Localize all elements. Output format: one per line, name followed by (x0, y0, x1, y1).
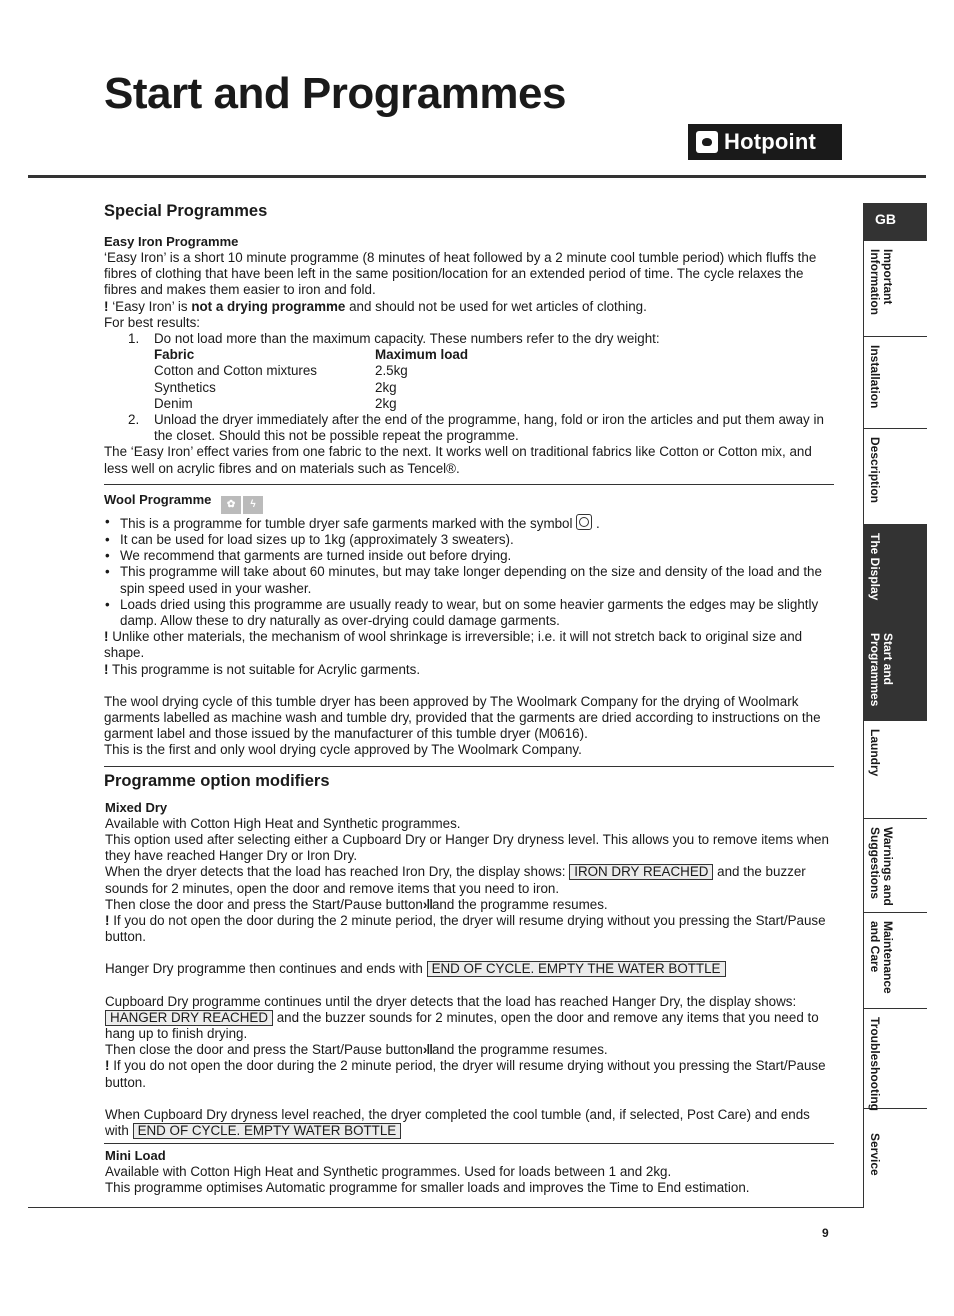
list-item (104, 331, 834, 347)
tab-label: Description (868, 437, 882, 504)
tab-label: Warnings and Suggestions (868, 827, 895, 906)
easy-iron-steps (104, 331, 834, 347)
list-item (104, 412, 834, 444)
mini-load-line: This programme optimises Automatic programme for smaller loads and improves the Time to End estimation. (105, 1180, 750, 1196)
exclamation-icon: ! (105, 912, 110, 928)
main-content (104, 200, 834, 1197)
warning-text: ‘Easy Iron’ is (108, 298, 192, 314)
warning-text: and should not be used for wet articles of clothing. (345, 298, 647, 314)
tab-troubleshooting[interactable] (864, 1009, 927, 1109)
exclamation-icon: ! (104, 629, 109, 645)
section-sidebar (863, 203, 927, 1208)
display-message: END OF CYCLE. EMPTY THE WATER BOTTLE (427, 961, 726, 977)
easy-iron-warning (104, 299, 834, 315)
tumble-dry-symbol-icon (576, 514, 592, 530)
paragraph-text: When Cupboard Dry dryness level reached, the dryer completed the cool tumble (and, if selected, Post Care) and ends with (105, 1106, 810, 1138)
mixed-dry-availability: Available with Cotton High Heat and Synthetic programmes. (105, 815, 461, 831)
warning-text: If you do not open the door during the 2 minute period, the dryer will resume drying without you pressing the Start/Pause button. (105, 912, 826, 945)
paragraph-text: Then close the door and press the Start/Pause button (105, 1042, 423, 1058)
paragraph-text: and the buzzer sounds for 2 minutes, open the door and remove any items that you need to hang up to finish drying. (105, 1009, 819, 1041)
mixed-dry-warning (105, 913, 834, 945)
table-header: Fabric (154, 347, 195, 363)
start-pause-icon: ›ǁ (422, 1042, 432, 1058)
table-cell: Synthetics (154, 379, 216, 395)
paragraph-text: Cupboard Dry programme continues until the dryer detects that the load has reached Hanger Dry, the display shows: (105, 993, 797, 1009)
start-pause-icon: ›ǁ (422, 896, 432, 912)
dryer-icon: ϟ (243, 496, 263, 514)
display-message: END OF CYCLE. EMPTY WATER BOTTLE (133, 1123, 402, 1139)
list-item: • This programme will take about 60 minutes, but may take longer depending on the size and density of the load and the spin speed used in your washer. (104, 564, 834, 596)
tab-installation[interactable] (864, 337, 927, 429)
tab-label: Troubleshooting (868, 1017, 882, 1111)
tab-laundry[interactable] (864, 721, 927, 819)
table-cell: Denim (154, 395, 193, 411)
paragraph-text: When the dryer detects that the load has reached Iron Dry, the display shows: (105, 864, 566, 880)
mini-load-title: Mini Load (105, 1148, 166, 1164)
list-item: • Loads dried using this programme are usually ready to wear, but on some heavier garments the edges may be slightly damp. Allow these to dry naturally as over-drying could damage garments. (104, 597, 834, 629)
list-item (104, 514, 834, 532)
table-header: Maximum load (375, 347, 469, 363)
warning-text: This programme is not suitable for Acrylic garments. (108, 661, 421, 677)
header-rule (28, 175, 926, 178)
easy-iron-steps (104, 412, 834, 444)
tab-label: Start and Programmes (868, 633, 895, 707)
logo-text: Hotpoint (724, 129, 817, 154)
easy-iron-outro: The ‘Easy Iron’ effect varies from one fabric to the next. It works well on traditional fabrics like Cotton or Cotton mix, and less well on acrylic fibres and on materials such as Tencel®. (104, 444, 812, 476)
hotpoint-logo-icon (696, 131, 718, 153)
tab-label: GB (875, 211, 896, 227)
tab-maintenance-and-care[interactable] (864, 913, 927, 1009)
woolmark-approval: The wool drying cycle of this tumble dryer has been approved by The Woolmark Company for the drying of Woolmark garments labelled as machine wash and tumble dry, provided that the garments are dried according to instructions on the garment label and those issued by the manufacturer of this tumble dryer (M0616). (104, 693, 821, 742)
iron-dry-paragraph (105, 864, 834, 896)
table-cell: Cotton and Cotton mixtures (154, 363, 318, 379)
tab-label: Laundry (868, 729, 882, 777)
tab-the-display[interactable] (864, 525, 927, 625)
woolmark-first: This is the first and only wool drying cycle approved by The Woolmark Company. (104, 742, 582, 758)
list-item: • We recommend that garments are turned inside out before drying. (104, 548, 834, 564)
step-text: Do not load more than the maximum capacity. These numbers refer to the dry weight: (154, 331, 660, 347)
tab-label: Installation (868, 345, 882, 409)
tab-label: The Display (868, 533, 882, 601)
display-message: HANGER DRY REACHED (105, 1010, 273, 1026)
page-number: 9 (822, 1226, 829, 1240)
paragraph-text: Hanger Dry programme then continues and ends with (105, 961, 423, 977)
step-number: 1. (128, 331, 140, 347)
page-title: Start and Programmes (104, 69, 566, 118)
best-results-label: For best results: (104, 314, 200, 330)
table-cell: 2.5kg (375, 363, 408, 379)
paragraph-text: and the buzzer sounds for 2 minutes, open the door and remove items that you need to iron. (105, 864, 806, 896)
wool-bullets (104, 514, 834, 629)
tab-warnings-and-suggestions[interactable] (864, 819, 927, 913)
paragraph-text: and the programme resumes. (431, 896, 608, 912)
tab-label: Service (868, 1133, 882, 1176)
cupboard-dry-end-paragraph (105, 1107, 834, 1139)
wool-title-text: Wool Programme (104, 491, 212, 507)
mixed-dry-warning (105, 1058, 834, 1090)
wool-warning (104, 662, 834, 678)
tab-label: Important Information (868, 249, 895, 315)
mixed-dry-description: This option used after selecting either a Cupboard Dry or Hanger Dry dryness level. This allows you to remove items when they have reached Hanger Dry or Iron Dry. (105, 831, 829, 864)
wool-warning (104, 629, 834, 661)
bullet-text: This is a programme for tumble dryer safe garments marked with the symbol (120, 515, 573, 531)
bullet-text: . (595, 515, 600, 531)
list-item: • It can be used for load sizes up to 1kg (approximately 3 sweaters). (104, 532, 834, 548)
tab-label: Maintenance and Care (868, 921, 895, 994)
footer-rule (28, 1207, 863, 1208)
mixed-dry-title: Mixed Dry (105, 799, 168, 815)
warning-text: Unlike other materials, the mechanism of wool shrinkage is irreversible; i.e. it will not stretch back to original size and shape. (104, 629, 803, 661)
tab-gb[interactable] (864, 203, 927, 241)
exclamation-icon: ! (105, 1058, 110, 1074)
resume-paragraph (105, 1042, 834, 1058)
easy-iron-intro: ‘Easy Iron’ is a short 10 minute programme (8 minutes of heat followed by a 2 minute cool tumble period) which fluffs the fibres of clothing that have been left in the same position/location for an extended period of time. The cycle relaxes the fibres and makes them easier to iron and fold. (104, 250, 817, 298)
tab-important-information[interactable] (864, 241, 927, 337)
programme-option-modifiers-heading: Programme option modifiers (104, 771, 330, 790)
step-text: Unload the dryer immediately after the end of the programme, hang, fold or iron the articles and put them away in the closet. Should this not be possible repeat the programme. (154, 412, 824, 444)
table-cell: 2kg (375, 395, 397, 411)
mini-load-line: Available with Cotton High Heat and Synthetic programmes. Used for loads between 1 and 2kg. (105, 1164, 672, 1180)
warning-bold-text: not a drying programme (191, 298, 346, 314)
tab-start-and-programmes[interactable] (864, 625, 927, 721)
exclamation-icon: ! (104, 298, 109, 314)
hotpoint-logo (688, 124, 842, 160)
display-message: IRON DRY REACHED (569, 864, 713, 880)
easy-iron-title: Easy Iron Programme (104, 234, 239, 249)
wool-title (104, 492, 834, 514)
wool-programme-icons (221, 496, 263, 514)
tab-service[interactable] (864, 1109, 927, 1208)
hanger-dry-end-paragraph (105, 961, 834, 977)
tab-description[interactable] (864, 429, 927, 525)
paragraph-text: Then close the door and press the Start/Pause button (105, 896, 423, 912)
table-cell: 2kg (375, 379, 397, 395)
exclamation-icon: ! (104, 661, 109, 677)
fabric-load-table (154, 347, 834, 412)
woolmark-icon: ✿ (221, 496, 241, 514)
step-number: 2. (128, 412, 140, 428)
cupboard-dry-paragraph (105, 994, 834, 1043)
paragraph-text: and the programme resumes. (431, 1042, 608, 1058)
special-programmes-heading: Special Programmes (104, 202, 268, 220)
resume-paragraph (105, 897, 834, 913)
warning-text: If you do not open the door during the 2 minute period, the dryer will resume drying without you pressing the Start/Pause button. (105, 1058, 826, 1090)
